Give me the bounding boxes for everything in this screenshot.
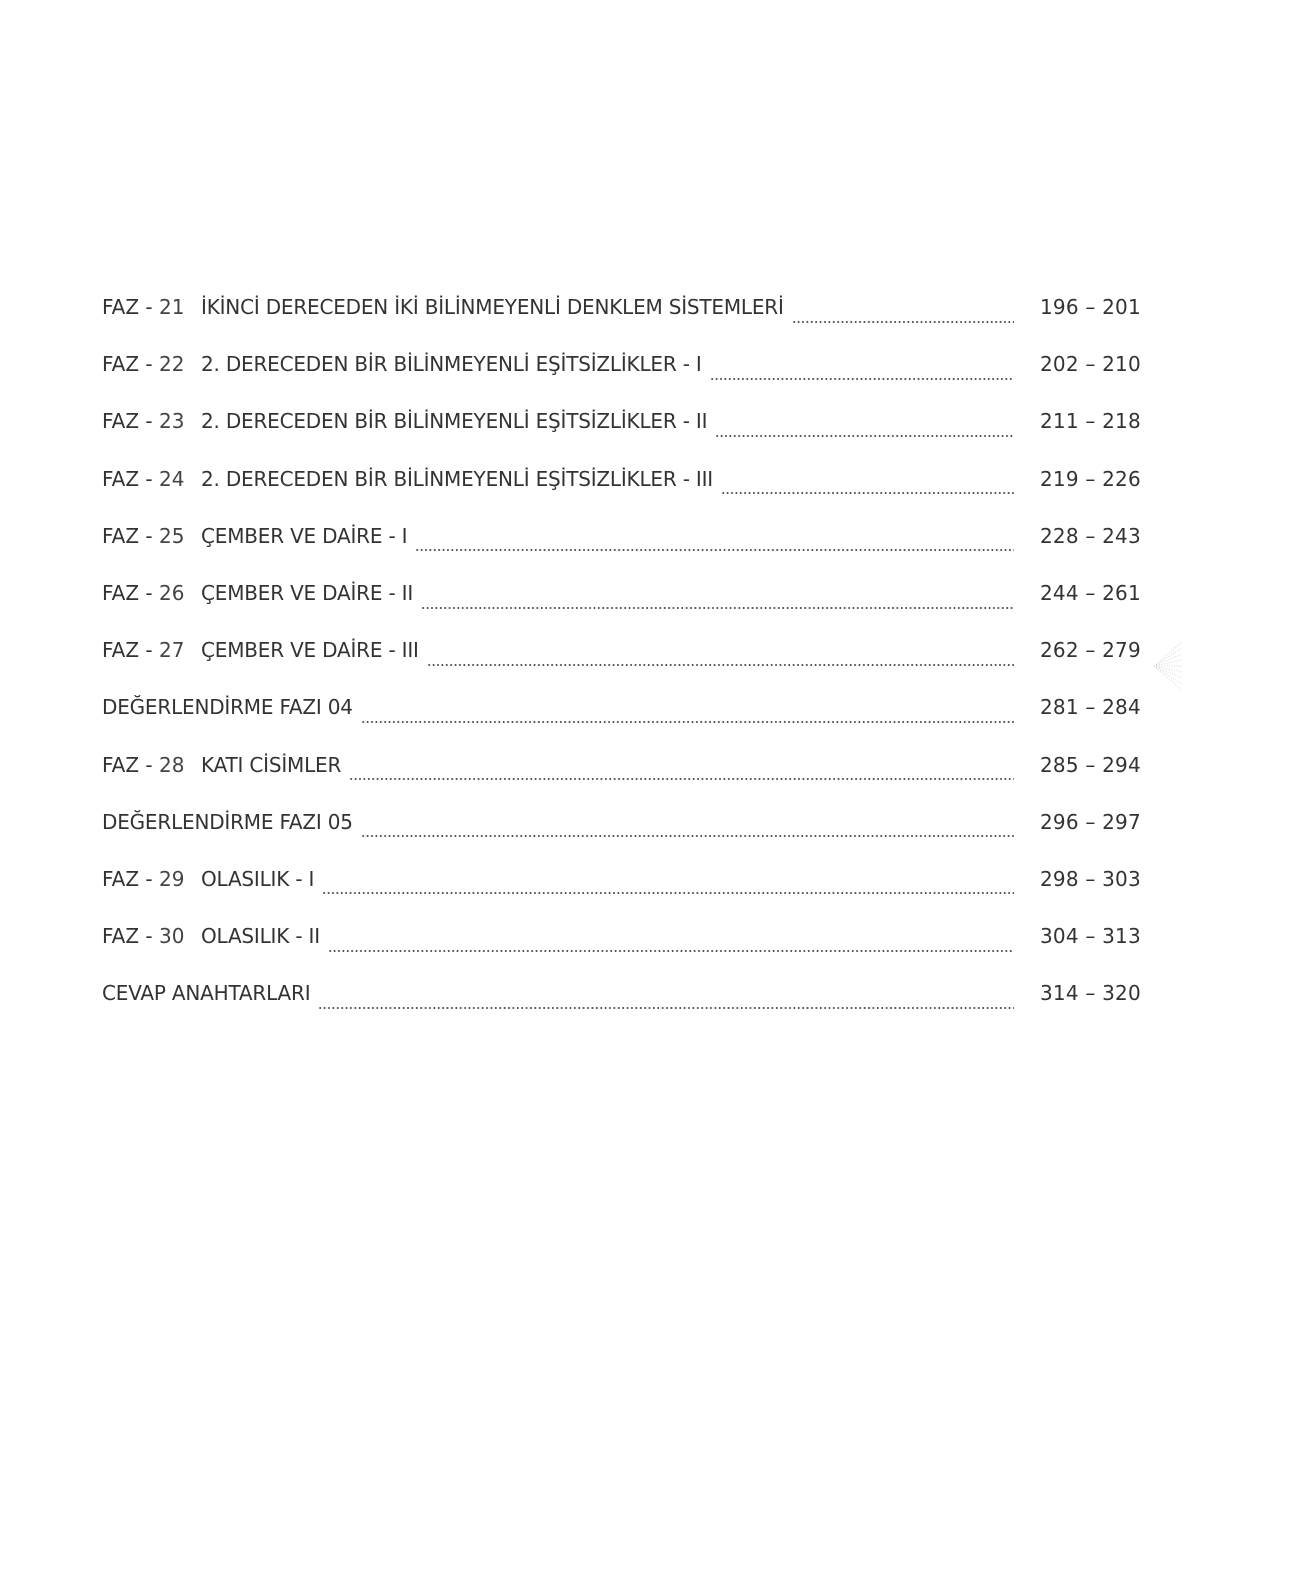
- faz-prefix: FAZ -: [102, 866, 159, 891]
- entry-title: OLASILIK - II: [201, 924, 320, 949]
- dot-leader: [322, 892, 1014, 894]
- faz-prefix: FAZ -: [102, 580, 159, 605]
- faz-number: 22: [158, 352, 185, 377]
- dot-leader: [349, 778, 1014, 780]
- dot-leader: [318, 1007, 1014, 1009]
- faz-label: [102, 342, 201, 386]
- dot-leader: [361, 835, 1014, 837]
- entry-title: CEVAP ANAHTARLARI: [102, 981, 311, 1006]
- toc-entry-faz-27[interactable]: [102, 628, 1142, 685]
- toc-entry-faz-21[interactable]: [102, 285, 1142, 342]
- dot-leader: [427, 664, 1014, 666]
- toc-entry-cevap-anahtarlari[interactable]: [102, 971, 1142, 1028]
- faz-label: [102, 514, 201, 558]
- faz-number: 29: [158, 866, 185, 891]
- faz-prefix: FAZ -: [102, 409, 159, 434]
- faz-number: 23: [158, 409, 185, 434]
- page-range: 228 – 243: [1040, 523, 1141, 548]
- dot-leader: [721, 492, 1014, 494]
- page-range: 262 – 279: [1040, 638, 1141, 663]
- entry-title: DEĞERLENDİRME FAZI 05: [102, 809, 353, 834]
- faz-number: 25: [158, 523, 185, 548]
- entry-title: 2. DERECEDEN BİR BİLİNMEYENLİ EŞİTSİZLİKLER - I: [201, 352, 702, 377]
- faz-prefix: FAZ -: [102, 466, 159, 491]
- page-range: 285 – 294: [1040, 752, 1141, 777]
- table-of-contents: [102, 285, 1142, 1028]
- page-range: 219 – 226: [1040, 466, 1141, 491]
- toc-entry-degerlendirme-04[interactable]: [102, 685, 1142, 742]
- page-range: 202 – 210: [1040, 352, 1141, 377]
- toc-entry-faz-30[interactable]: [102, 914, 1142, 971]
- dot-leader: [710, 378, 1014, 380]
- faz-number: 28: [158, 752, 185, 777]
- entry-title: 2. DERECEDEN BİR BİLİNMEYENLİ EŞİTSİZLİKLER - III: [201, 466, 713, 491]
- dot-leader: [715, 435, 1014, 437]
- faz-prefix: FAZ -: [102, 295, 159, 319]
- dot-leader: [421, 607, 1014, 609]
- entry-title: KATI CİSİMLER: [201, 752, 342, 777]
- faz-label: [102, 285, 201, 329]
- dot-leader: [792, 321, 1014, 323]
- faz-number: 24: [158, 466, 185, 491]
- page-range: 281 – 284: [1040, 695, 1141, 720]
- toc-entry-faz-23[interactable]: [102, 399, 1142, 456]
- faz-prefix: FAZ -: [102, 638, 159, 663]
- page-range: 211 – 218: [1040, 409, 1141, 434]
- page-range: 314 – 320: [1040, 981, 1141, 1006]
- toc-entry-faz-25[interactable]: [102, 514, 1142, 571]
- page-range: 244 – 261: [1040, 580, 1141, 605]
- page-range: 304 – 313: [1040, 924, 1141, 949]
- faz-prefix: FAZ -: [102, 752, 159, 777]
- entry-title: 2. DERECEDEN BİR BİLİNMEYENLİ EŞİTSİZLİKLER - II: [201, 409, 708, 434]
- faz-number: 30: [158, 924, 185, 949]
- entry-title: İKİNCİ DERECEDEN İKİ BİLİNMEYENLİ DENKLEM SİSTEMLERİ: [201, 295, 784, 319]
- page-range: 196 – 201: [1040, 295, 1141, 319]
- faz-number: 21: [158, 295, 185, 319]
- toc-entry-faz-28[interactable]: [102, 743, 1142, 800]
- toc-entry-faz-29[interactable]: [102, 857, 1142, 914]
- dot-leader: [361, 721, 1014, 723]
- faz-label: [102, 743, 201, 787]
- faz-label: [102, 399, 201, 443]
- faz-prefix: FAZ -: [102, 523, 159, 548]
- entry-title: DEĞERLENDİRME FAZI 04: [102, 695, 353, 720]
- entry-title: OLASILIK - I: [201, 866, 315, 891]
- page-range: 296 – 297: [1040, 809, 1141, 834]
- faz-prefix: FAZ -: [102, 924, 159, 949]
- faz-number: 27: [158, 638, 185, 663]
- dot-leader: [415, 549, 1014, 551]
- faz-label: [102, 457, 201, 501]
- toc-entry-faz-26[interactable]: [102, 571, 1142, 628]
- entry-title: ÇEMBER VE DAİRE - III: [201, 638, 419, 663]
- faz-label: [102, 571, 201, 615]
- faz-prefix: FAZ -: [102, 352, 159, 377]
- entry-title: ÇEMBER VE DAİRE - I: [201, 523, 408, 548]
- toc-entry-faz-22[interactable]: [102, 342, 1142, 399]
- dot-leader: [328, 950, 1014, 952]
- faz-label: [102, 628, 201, 672]
- page-range: 298 – 303: [1040, 866, 1141, 891]
- entry-title: ÇEMBER VE DAİRE - II: [201, 580, 414, 605]
- page-edge-fan-decoration: [1154, 640, 1184, 692]
- toc-entry-degerlendirme-05[interactable]: [102, 800, 1142, 857]
- faz-label: [102, 914, 201, 958]
- toc-entry-faz-24[interactable]: [102, 457, 1142, 514]
- faz-label: [102, 857, 201, 901]
- faz-number: 26: [158, 580, 185, 605]
